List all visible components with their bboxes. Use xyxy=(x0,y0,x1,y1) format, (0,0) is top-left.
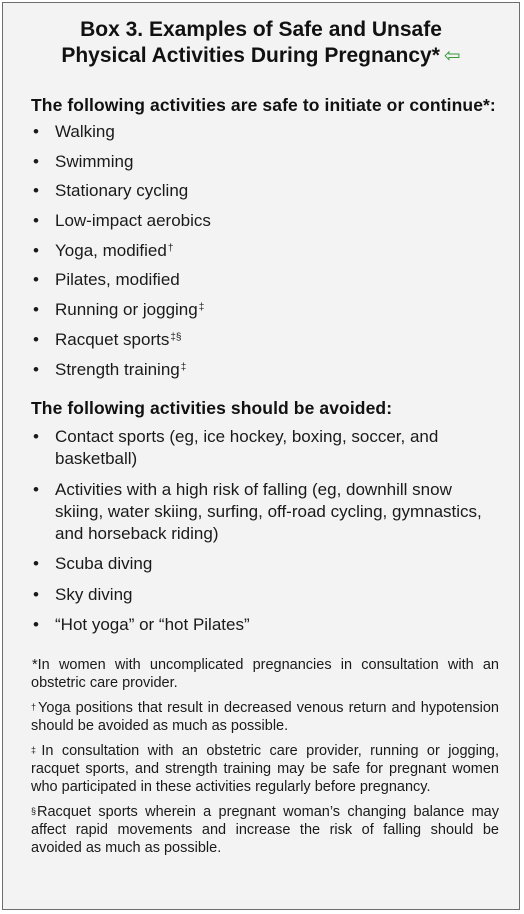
list-item: • Stationary cycling xyxy=(31,180,501,210)
list-item: • Walking xyxy=(31,121,501,151)
title-line-2 xyxy=(3,43,519,69)
left-arrow-icon[interactable]: ⇦ xyxy=(443,45,461,67)
box-title xyxy=(3,17,519,69)
list-item: • Sky diving xyxy=(31,584,501,606)
title-line-1: Box 3. Examples of Safe and Unsafe xyxy=(80,18,442,41)
footnote: ‡In consultation with an obstetric care provider, running or jogging, racquet sports, and strength training may be safe for pregnant women who participated in these activities regularly before pregnancy. xyxy=(31,743,499,795)
list-item: • Low-impact aerobics xyxy=(31,210,501,240)
list-item: • Strength training‡ xyxy=(31,359,501,389)
footnote: *In women with uncomplicated pregnancies in consultation with an obstetric care provider. xyxy=(31,657,499,691)
list-item: • Pilates, modified xyxy=(31,269,501,299)
list-item: • Scuba diving xyxy=(31,553,501,575)
title-line-2-text: Physical Activities During Pregnancy* xyxy=(61,44,440,67)
footnote: †Yoga positions that result in decreased venous return and hypotension should be avoided as much as possible. xyxy=(31,700,499,734)
footnotes xyxy=(31,656,499,864)
activities-box xyxy=(2,2,520,910)
safe-activities-list xyxy=(31,121,501,388)
avoid-activities-list xyxy=(31,426,501,645)
list-item: • Yoga, modified† xyxy=(31,240,501,270)
list-item: • Swimming xyxy=(31,151,501,181)
list-item: • Racquet sports‡§ xyxy=(31,329,501,359)
list-item: • Running or jogging‡ xyxy=(31,299,501,329)
list-item: • “Hot yoga” or “hot Pilates” xyxy=(31,614,501,636)
footnote: §Racquet sports wherein a pregnant woman’s changing balance may affect rapid movements and increase the risk of falling should be avoided as much as possible. xyxy=(31,804,499,856)
avoid-heading: The following activities should be avoided: xyxy=(31,398,393,418)
safe-heading: The following activities are safe to initiate or continue*: xyxy=(31,95,496,115)
list-item: • Contact sports (eg, ice hockey, boxing, soccer, and basketball) xyxy=(31,426,501,470)
list-item: • Activities with a high risk of falling (eg, downhill snow skiing, water skiing, surfing, off-road cycling, gymnastics, and horseback riding) xyxy=(31,479,501,545)
